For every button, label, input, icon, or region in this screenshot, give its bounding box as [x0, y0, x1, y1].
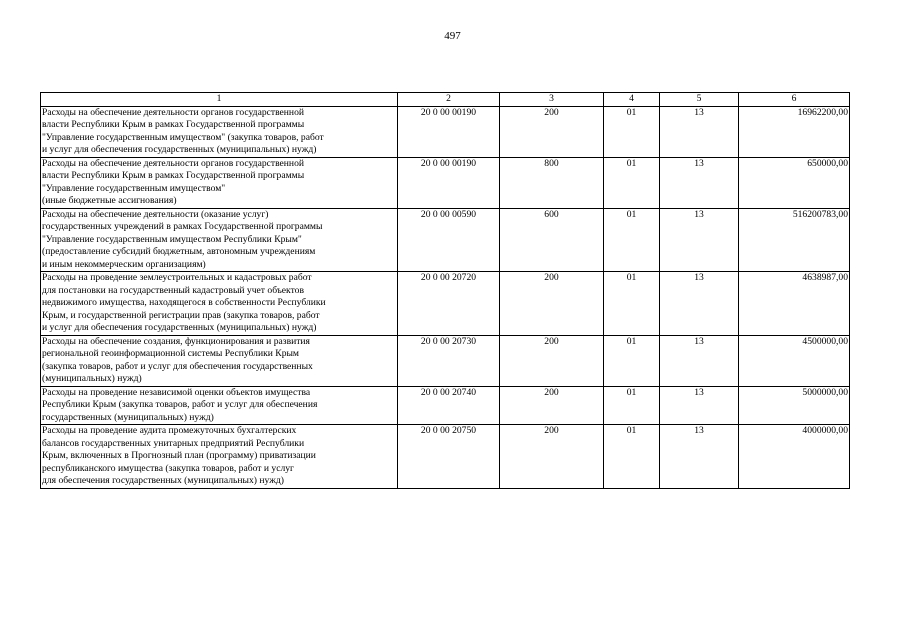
- table-row: [41, 106, 850, 157]
- column-header: 2: [398, 93, 500, 107]
- subsection-code: 13: [660, 208, 739, 272]
- description-line: региональной геоинформационной системы Республики Крым: [42, 348, 300, 359]
- description-line: балансов государственных унитарных предприятий Республики: [42, 437, 305, 449]
- expense-description: [41, 106, 398, 157]
- description-line: и услуг для обеспечения государственных (муниципальных) нужд): [42, 322, 317, 333]
- description-line: государственных учреждений в рамках Государственной программы: [42, 221, 323, 232]
- section-code: 01: [604, 425, 660, 489]
- amount: 16962200,00: [739, 106, 850, 157]
- target-code: 20 0 00 20720: [398, 272, 500, 336]
- description-line: Расходы на обеспечение создания, функционирования и развития: [42, 335, 310, 347]
- column-header: 3: [500, 93, 604, 107]
- amount: 516200783,00: [739, 208, 850, 272]
- budget-table: [40, 92, 850, 489]
- table-row: [41, 272, 850, 336]
- description-line: "Управление государственным имуществом": [42, 182, 226, 194]
- expense-description: [41, 335, 398, 386]
- expense-description: [41, 157, 398, 208]
- description-line: и услуг для обеспечения государственных (муниципальных) нужд): [42, 144, 317, 155]
- subsection-code: 13: [660, 425, 739, 489]
- expense-type-code: 200: [500, 335, 604, 386]
- description-line: (иные бюджетные ассигнования): [42, 195, 177, 206]
- section-code: 01: [604, 208, 660, 272]
- table-row: [41, 157, 850, 208]
- description-line: Расходы на проведение независимой оценки объектов имущества: [42, 386, 311, 398]
- expense-type-code: 200: [500, 386, 604, 425]
- subsection-code: 13: [660, 106, 739, 157]
- description-line: и иным некоммерческим организациям): [42, 258, 206, 270]
- table-row: [41, 335, 850, 386]
- section-code: 01: [604, 106, 660, 157]
- subsection-code: 13: [660, 157, 739, 208]
- table-row: [41, 425, 850, 489]
- amount: 4500000,00: [739, 335, 850, 386]
- description-line: Расходы на проведение аудита промежуточных бухгалтерских: [42, 425, 297, 436]
- page-number: 497: [444, 30, 461, 42]
- amount: 4638987,00: [739, 272, 850, 336]
- amount: 5000000,00: [739, 386, 850, 425]
- description-line: власти Республики Крым в рамках Государственной программы: [42, 119, 305, 130]
- description-line: для обеспечения государственных (муниципальных) нужд): [42, 475, 284, 486]
- section-code: 01: [604, 157, 660, 208]
- subsection-code: 13: [660, 386, 739, 425]
- amount: 650000,00: [739, 157, 850, 208]
- description-line: Крым, включенных в Прогнозный план (программу) приватизации: [42, 450, 316, 461]
- description-line: Республики Крым (закупка товаров, работ и услуг для обеспечения: [42, 399, 318, 410]
- column-header: 5: [660, 93, 739, 107]
- column-header: 6: [739, 93, 850, 107]
- description-line: недвижимого имущества, находящегося в собственности Республики: [42, 297, 326, 308]
- section-code: 01: [604, 335, 660, 386]
- expense-type-code: 800: [500, 157, 604, 208]
- description-line: (закупка товаров, работ и услуг для обеспечения государственных: [42, 360, 313, 372]
- target-code: 20 0 00 20730: [398, 335, 500, 386]
- subsection-code: 13: [660, 335, 739, 386]
- target-code: 20 0 00 00190: [398, 157, 500, 208]
- target-code: 20 0 00 20740: [398, 386, 500, 425]
- description-line: Расходы на обеспечение деятельности органов государственной: [42, 106, 305, 118]
- description-line: государственных (муниципальных) нужд): [42, 411, 214, 423]
- column-header: 4: [604, 93, 660, 107]
- expense-description: [41, 425, 398, 489]
- description-line: "Управление государственным имуществом" (закупка товаров, работ: [42, 131, 324, 143]
- subsection-code: 13: [660, 272, 739, 336]
- expense-description: [41, 272, 398, 336]
- amount: 4000000,00: [739, 425, 850, 489]
- expense-description: [41, 208, 398, 272]
- table-header-row: [41, 93, 850, 107]
- target-code: 20 0 00 00190: [398, 106, 500, 157]
- section-code: 01: [604, 272, 660, 336]
- description-line: Крым, и государственной регистрации прав (закупка товаров, работ: [42, 309, 320, 321]
- target-code: 20 0 00 20750: [398, 425, 500, 489]
- column-header: 1: [41, 93, 398, 107]
- expense-description: [41, 386, 398, 425]
- target-code: 20 0 00 00590: [398, 208, 500, 272]
- expense-type-code: 200: [500, 425, 604, 489]
- description-line: Расходы на проведение землеустроительных и кадастровых работ: [42, 272, 312, 283]
- description-line: "Управление государственным имуществом Республики Крым": [42, 233, 302, 245]
- description-line: (предоставление субсидий бюджетным, автономным учреждениям: [42, 246, 316, 257]
- description-line: (муниципальных) нужд): [42, 373, 142, 384]
- description-line: Расходы на обеспечение деятельности (оказание услуг): [42, 208, 269, 220]
- table-row: [41, 208, 850, 272]
- description-line: для постановки на государственный кадастровый учет объектов: [42, 284, 304, 296]
- expense-type-code: 600: [500, 208, 604, 272]
- section-code: 01: [604, 386, 660, 425]
- table-row: [41, 386, 850, 425]
- expense-type-code: 200: [500, 106, 604, 157]
- expense-type-code: 200: [500, 272, 604, 336]
- description-line: власти Республики Крым в рамках Государственной программы: [42, 170, 305, 181]
- description-line: Расходы на обеспечение деятельности органов государственной: [42, 157, 305, 169]
- description-line: республиканского имущества (закупка товаров, работ и услуг: [42, 462, 294, 474]
